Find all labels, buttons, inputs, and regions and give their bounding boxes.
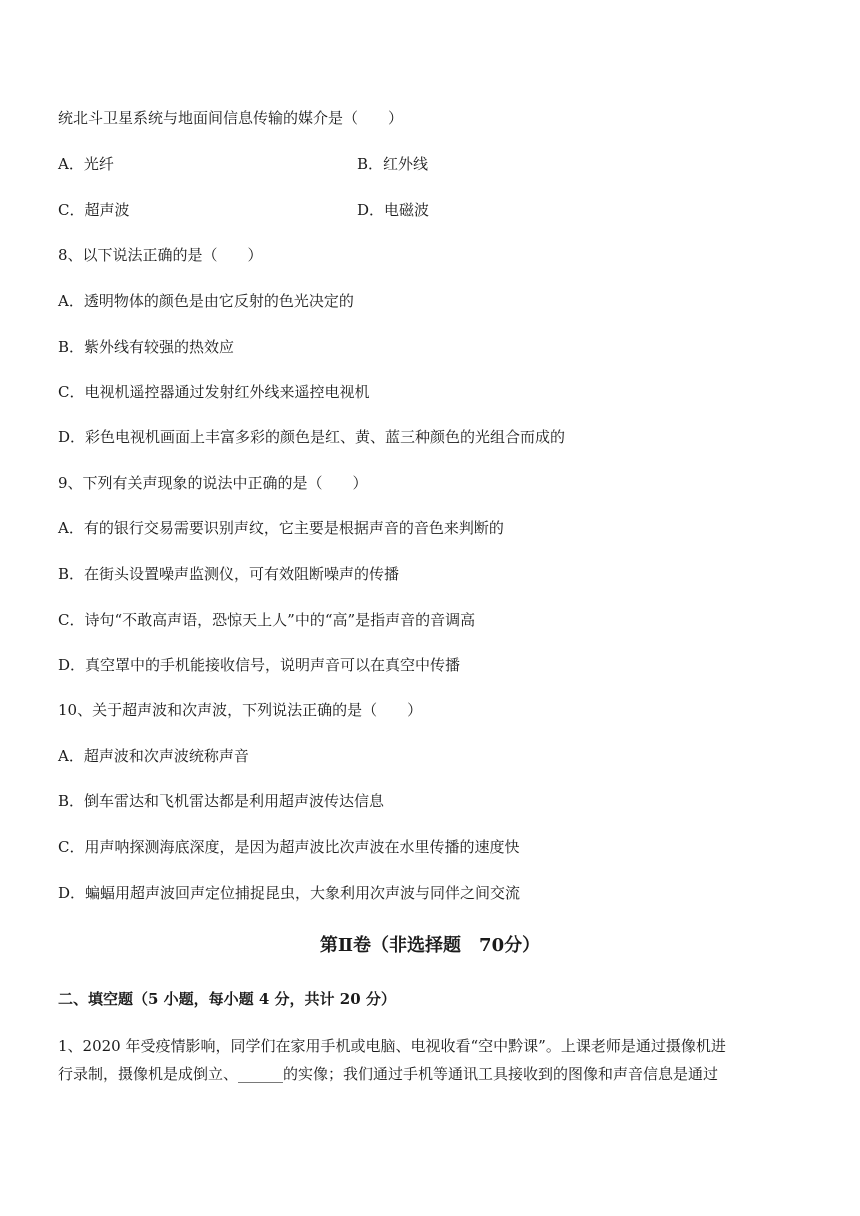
q9-option-d: D．真空罩中的手机能接收信号，说明声音可以在真空中传播 — [58, 656, 461, 674]
q7-options-row-1 — [58, 154, 798, 174]
q10-stem: 10、关于超声波和次声波，下列说法正确的是（ ） — [58, 701, 423, 719]
q8-stem: 8、以下说法正确的是（ ） — [58, 246, 263, 264]
q10-option-a: A．超声波和次声波统称声音 — [58, 747, 249, 765]
fill-in-section-heading: 二、填空题（5 小题，每小题 4 分，共计 20 分） — [58, 990, 396, 1008]
q10-option-b: B．倒车雷达和飞机雷达都是利用超声波传达信息 — [58, 792, 385, 810]
fill-question-1-line-2: 行录制，摄像机是成倒立、______的实像；我们通过手机等通讯工具接收到的图像和声音信息是通过 — [58, 1065, 719, 1083]
q7-options-row-2 — [58, 200, 798, 220]
q9-option-c: C．诗句“不敢高声语，恐惊天上人”中的“高”是指声音的音调高 — [58, 611, 476, 629]
q10-option-d: D．蝙蝠用超声波回声定位捕捉昆虫，大象利用次声波与同伴之间交流 — [58, 884, 521, 902]
q8-option-a: A．透明物体的颜色是由它反射的色光决定的 — [58, 292, 354, 310]
q7-option-c: C．超声波 — [58, 201, 130, 219]
fill-question-1-line-1: 1、2020 年受疫情影响，同学们在家用手机或电脑、电视收看“空中黔课”。上课老师是通过摄像机进 — [58, 1037, 726, 1055]
part2-title: 第Ⅱ卷（非选择题 70分） — [319, 935, 541, 956]
q7-option-b: B．红外线 — [357, 155, 429, 173]
q8-option-b: B．紫外线有较强的热效应 — [58, 338, 235, 356]
q10-option-c: C．用声呐探测海底深度，是因为超声波比次声波在水里传播的速度快 — [58, 838, 520, 856]
q7-option-a: A．光纤 — [58, 155, 114, 173]
q8-option-d: D．彩色电视机画面上丰富多彩的颜色是红、黄、蓝三种颜色的光组合而成的 — [58, 428, 566, 446]
q7-stem: 统北斗卫星系统与地面间信息传输的媒介是（ ） — [58, 109, 404, 127]
q8-option-c: C．电视机遥控器通过发射红外线来遥控电视机 — [58, 383, 370, 401]
q9-option-a: A．有的银行交易需要识别声纹，它主要是根据声音的音色来判断的 — [58, 519, 504, 537]
q9-option-b: B．在街头设置噪声监测仪，可有效阻断噪声的传播 — [58, 565, 400, 583]
q9-stem: 9、下列有关声现象的说法中正确的是（ ） — [58, 474, 368, 492]
q7-option-d: D．电磁波 — [357, 201, 430, 219]
